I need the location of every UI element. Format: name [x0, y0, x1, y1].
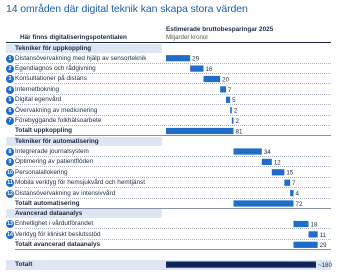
row-number-badge: 7	[6, 117, 14, 125]
bar-value-label: 12	[273, 159, 281, 167]
section-total-label: Totalt avancerad dataanalys	[15, 241, 101, 249]
row-label: Digital egenvård	[15, 96, 62, 104]
row-number-badge: 4	[6, 86, 14, 94]
bar-value-label: ~180	[318, 262, 332, 269]
bar-value-label: 11	[319, 231, 327, 239]
bar-value-label: 7	[228, 86, 232, 94]
chart-title: 14 områden där digital teknik kan skapa stora värden	[6, 3, 248, 15]
row-label: Verktyg för kliniskt beslutsstöd	[15, 230, 101, 238]
chart-row	[6, 85, 331, 95]
bar-value-label: 29	[192, 55, 200, 63]
chart-row	[6, 106, 331, 116]
row-label: Internetbokning	[15, 85, 60, 93]
bar-value-label: 18	[310, 221, 318, 229]
row-number-badge: 12	[7, 190, 13, 197]
section-total-row	[6, 240, 331, 250]
bar-value-label: 34	[263, 148, 271, 156]
bar-value-label: 7	[292, 180, 296, 188]
section-header: Tekniker för uppkoppling	[6, 44, 162, 53]
section-header: Tekniker för automatisering	[6, 137, 162, 146]
row-number-badge: 2	[6, 65, 14, 73]
row-label: Egendiagnos och rådgivning	[15, 65, 96, 72]
chart-row	[6, 189, 331, 199]
chart-row	[6, 219, 331, 229]
right-column-header: Estimerade bruttobesparingar 2025	[166, 26, 274, 33]
chart-row	[6, 95, 331, 105]
row-label: Förebyggande folkhälsoarbete	[15, 117, 102, 124]
grand-total-row	[6, 260, 331, 270]
row-number-badge: 3	[6, 75, 14, 83]
bar-value-label: 20	[222, 76, 230, 84]
bar-value-label: 4	[295, 190, 299, 198]
row-divider	[15, 249, 331, 250]
row-label: Personalallokering	[15, 168, 68, 176]
row-number-badge: 9	[6, 158, 14, 166]
row-number-badge: 8	[6, 148, 14, 156]
grand-total-label: Totalt	[15, 261, 33, 268]
row-label: Integrerade journalsystem	[15, 147, 89, 155]
chart-row	[6, 230, 331, 240]
right-column-subheader: Miljarder kronor	[166, 34, 209, 41]
section-total-row	[6, 199, 331, 209]
row-number-badge: 13	[7, 221, 13, 228]
row-number-badge: 1	[6, 55, 14, 63]
bar-value-label: 29	[319, 242, 327, 250]
row-label: Enhetlighet i vårdutförandet	[15, 220, 94, 228]
bar-value-label: 5	[232, 97, 236, 105]
chart-row	[6, 157, 331, 167]
bar-value-label: 15	[286, 169, 294, 177]
section-header: Avancerad dataanalys	[6, 209, 162, 218]
row-number-badge: 14	[7, 231, 13, 238]
row-label: Konsultationer på distans	[15, 75, 87, 83]
row-number-badge: 11	[7, 180, 13, 187]
row-label: Distansövervakning med hjälp av sensorteknik	[15, 54, 147, 62]
bar-value-label: 72	[295, 200, 303, 208]
row-number-badge: 10	[7, 169, 13, 176]
row-number-badge: 6	[6, 107, 14, 115]
section-total-row	[6, 126, 331, 136]
row-label: Distansövervakning av intensivvård	[15, 189, 116, 197]
chart-row	[6, 168, 331, 178]
chart-row	[6, 147, 331, 157]
bar-value-label: 2	[233, 107, 238, 115]
chart-row	[6, 54, 331, 64]
row-label: Mobila verktyg för hemsjukvård och hemtjänst	[15, 179, 145, 187]
bar-value-label: 16	[205, 66, 213, 73]
bar-value-label: 81	[235, 128, 243, 136]
bar-value-label: 2	[235, 118, 239, 125]
left-column-header: Här finns digitaliseringspotentialen	[20, 34, 127, 41]
section-total-label: Totalt automatisering	[15, 199, 80, 207]
row-label: Övervakning av medicinering	[15, 106, 98, 114]
chart-row	[6, 64, 331, 74]
row-label: Optimering av patientflöden	[15, 158, 94, 166]
section-total-label: Totalt uppkoppling	[15, 127, 73, 135]
row-number-badge: 5	[6, 96, 14, 104]
chart-row	[6, 178, 331, 188]
chart-row	[6, 116, 331, 126]
chart-row	[6, 74, 331, 84]
